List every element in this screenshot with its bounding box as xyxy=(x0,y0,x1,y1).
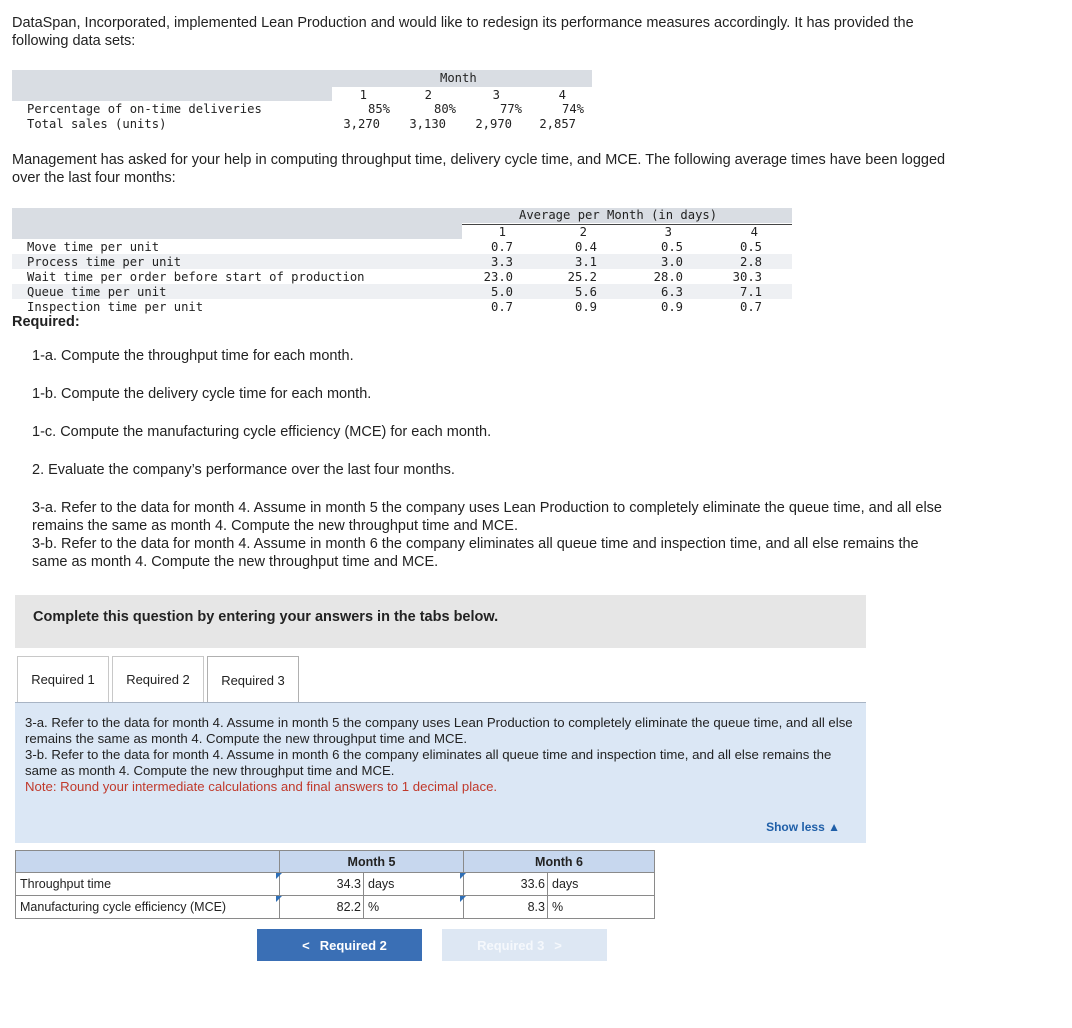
move-m1: 0.7 xyxy=(490,240,513,254)
header-band-left xyxy=(12,223,462,239)
prev-button-label: Required 2 xyxy=(319,937,387,953)
inspection-m1: 0.7 xyxy=(490,300,513,314)
move-m3: 0.5 xyxy=(660,240,683,254)
input-flag-icon xyxy=(460,873,466,879)
throughput-m6-input[interactable]: 33.6 xyxy=(464,873,548,895)
instructions-panel xyxy=(15,595,866,648)
move-m2: 0.4 xyxy=(574,240,597,254)
sales-m2: 3,130 xyxy=(409,117,446,131)
question-3a: 3-a. Refer to the data for month 4. Assume in month 5 the company uses Lean Production to completely eliminate the queue time, and all else remains the same as month 4. Compute the new throughput time and MCE. xyxy=(32,500,942,534)
process-m4: 2.8 xyxy=(739,255,762,269)
intro2-text: Management has asked for your help in computing throughput time, delivery cycle time, and MCE. The following average times have been logged over the last four months: xyxy=(12,152,946,186)
queue-m3: 6.3 xyxy=(660,285,683,299)
mce-m6-input[interactable]: 8.3 xyxy=(464,896,548,918)
chevron-left-icon: < xyxy=(302,937,310,953)
month-col-2: 2 xyxy=(424,88,432,102)
move-m4: 0.5 xyxy=(739,240,762,254)
tab-required-2[interactable]: Required 2 xyxy=(112,656,204,702)
row-label-queue: Queue time per unit xyxy=(27,285,167,299)
month5-header: Month 5 xyxy=(280,851,464,873)
mce-label: Manufacturing cycle efficiency (MCE) xyxy=(16,896,280,919)
input-flag-icon xyxy=(276,873,282,879)
show-less-link[interactable]: Show less ▲ xyxy=(766,820,840,834)
inspection-m2: 0.9 xyxy=(574,300,597,314)
question-1b: 1-b. Compute the delivery cycle time for each month. xyxy=(32,386,372,402)
throughput-m5-unit: days xyxy=(368,877,395,891)
row-label-ontime: Percentage of on-time deliveries xyxy=(27,102,262,116)
sales-m4: 2,857 xyxy=(539,117,576,131)
rounding-note: Note: Round your intermediate calculations and final answers to 1 decimal place. xyxy=(25,779,498,794)
throughput-m6-unit: days xyxy=(552,877,579,891)
question-3b: 3-b. Refer to the data for month 4. Assume in month 6 the company eliminates all queue time and inspection time, and all else remains the same as month 4. Compute the new throughput time and MCE. xyxy=(32,536,919,570)
process-m1: 3.3 xyxy=(490,255,513,269)
mce-m5-input[interactable]: 82.2 xyxy=(280,896,364,918)
instructions-box xyxy=(15,703,866,843)
required-title: Required: xyxy=(12,314,80,330)
month-col-3: 3 xyxy=(492,88,500,102)
ontime-m3: 77% xyxy=(499,102,522,116)
throughput-m5-input[interactable]: 34.3 xyxy=(280,873,364,895)
month-col-2: 2 xyxy=(579,225,587,239)
month-col-4: 4 xyxy=(558,88,566,102)
intro-text: DataSpan, Incorporated, implemented Lean Production and would like to redesign its performance measures accordingly. It has provided the following data sets: xyxy=(12,15,914,49)
row-label-inspection: Inspection time per unit xyxy=(27,300,204,314)
ontime-m1: 85% xyxy=(367,102,390,116)
wait-m2: 25.2 xyxy=(567,270,597,284)
wait-m4: 30.3 xyxy=(732,270,762,284)
answer-grid xyxy=(15,850,655,919)
inspection-m3: 0.9 xyxy=(660,300,683,314)
header-band-left xyxy=(12,87,332,101)
row-label-sales: Total sales (units) xyxy=(27,117,167,131)
month-header: Month xyxy=(440,71,477,85)
row-label-wait: Wait time per order before start of production xyxy=(27,270,365,284)
next-required-button[interactable] xyxy=(442,929,607,961)
row-label-process: Process time per unit xyxy=(27,255,182,269)
monthly-sales-table xyxy=(12,70,592,136)
month-col-3: 3 xyxy=(664,225,672,239)
ontime-m2: 80% xyxy=(433,102,456,116)
month-col-1: 1 xyxy=(498,225,506,239)
instruction-3a: 3-a. Refer to the data for month 4. Assume in month 5 the company uses Lean Production to completely eliminate the queue time, and all else remains the same as month 4. Compute the new throughput time and MCE. xyxy=(25,715,853,746)
process-m3: 3.0 xyxy=(660,255,683,269)
row-label-move: Move time per unit xyxy=(27,240,160,254)
queue-m4: 7.1 xyxy=(739,285,762,299)
question-2: 2. Evaluate the company’s performance over the last four months. xyxy=(32,462,455,478)
ontime-m4: 74% xyxy=(561,102,584,116)
wait-m1: 23.0 xyxy=(483,270,513,284)
input-flag-icon xyxy=(460,896,466,902)
question-1a: 1-a. Compute the throughput time for each month. xyxy=(32,348,354,364)
month6-header: Month 6 xyxy=(464,851,655,873)
next-button-label: Required 3 xyxy=(477,937,545,953)
tab-required-1[interactable]: Required 1 xyxy=(17,656,109,702)
mce-m5-unit: % xyxy=(368,900,380,914)
prev-required-button[interactable] xyxy=(257,929,422,961)
question-1c: 1-c. Compute the manufacturing cycle efficiency (MCE) for each month. xyxy=(32,424,492,440)
queue-m1: 5.0 xyxy=(490,285,513,299)
header-band xyxy=(12,70,592,87)
queue-m2: 5.6 xyxy=(574,285,597,299)
avg-header: Average per Month (in days) xyxy=(519,208,718,222)
month-col-4: 4 xyxy=(750,225,758,239)
input-flag-icon xyxy=(276,896,282,902)
inspection-m4: 0.7 xyxy=(739,300,762,314)
sales-m3: 2,970 xyxy=(475,117,512,131)
panel-title: Complete this question by entering your answers in the tabs below. xyxy=(33,609,499,625)
process-m2: 3.1 xyxy=(574,255,597,269)
chevron-right-icon: > xyxy=(554,937,562,953)
throughput-label: Throughput time xyxy=(16,873,280,896)
tab-required-3[interactable]: Required 3 xyxy=(207,656,299,704)
mce-m6-unit: % xyxy=(552,900,564,914)
sales-m1: 3,270 xyxy=(343,117,380,131)
instruction-3b: 3-b. Refer to the data for month 4. Assume in month 6 the company eliminates all queue time and inspection time, and all else remains the same as month 4. Compute the new throughput time and MCE. xyxy=(25,747,832,778)
average-times-table xyxy=(12,208,792,318)
month-col-1: 1 xyxy=(359,88,367,102)
wait-m3: 28.0 xyxy=(653,270,683,284)
grid-corner xyxy=(16,851,280,873)
